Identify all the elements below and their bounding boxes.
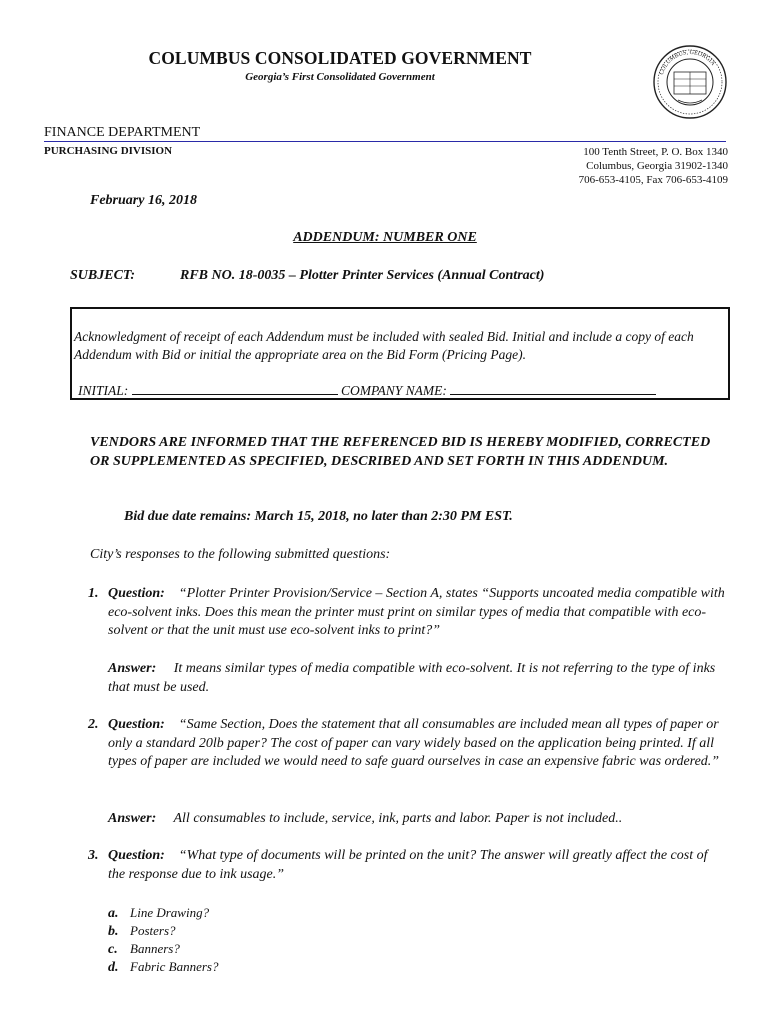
company-name-blank[interactable] — [450, 382, 656, 395]
department-name: FINANCE DEPARTMENT — [44, 125, 201, 140]
division-name: PURCHASING DIVISION — [44, 145, 173, 157]
list-item — [108, 922, 176, 941]
answer-text: All consumables to include, service, ink, parts and labor. Paper is not included.. — [173, 811, 623, 826]
question-number: 2. — [88, 717, 99, 732]
question-text: “Plotter Printer Provision/Service – Section A, states “Supports uncoated media compatible with eco-solvent inks. Does this mean the printer must print on similar types of media that compatible with eco-solvent or that the unit must use eco-solvent inks to print?” — [108, 586, 725, 638]
answer-block — [108, 810, 728, 829]
question-block — [88, 847, 728, 884]
bid-due-date: Bid due date remains: March 15, 2018, no later than 2:30 PM EST. — [124, 509, 513, 524]
answer-label: Answer: — [108, 661, 157, 676]
question-label: Question: — [108, 717, 165, 732]
question-number: 1. — [88, 586, 99, 601]
list-text: Posters? — [130, 923, 176, 938]
header-rule — [44, 141, 726, 142]
questions-intro: City’s responses to the following submitted questions: — [90, 547, 391, 562]
company-name-label: COMPANY NAME: — [341, 383, 447, 398]
document-subtitle: Georgia’s First Consolidated Government — [245, 71, 435, 83]
question-label: Question: — [108, 586, 165, 601]
acknowledgment-fields — [78, 382, 656, 399]
vendors-notice: VENDORS ARE INFORMED THAT THE REFERENCED BID IS HEREBY MODIFIED, CORRECTED OR SUPPLEMENTED AS SPECIFIED, DESCRIBED AND SET FORTH IN THIS ADDENDUM. — [90, 435, 711, 469]
initial-label: INITIAL: — [78, 383, 129, 398]
acknowledgment-text: Acknowledgment of receipt of each Addendum must be included with sealed Bid. Initial and include a copy of each Addendum with Bid or initial the appropriate area on the Bid Form (Pricing Page). — [74, 329, 694, 362]
city-seal-icon — [652, 44, 728, 120]
subject-text: RFB NO. 18-0035 – Plotter Printer Services (Annual Contract) — [180, 268, 545, 283]
question-label: Question: — [108, 848, 165, 863]
list-item — [108, 940, 180, 959]
list-marker: b. — [108, 924, 119, 939]
question-block — [88, 585, 728, 641]
office-address — [579, 145, 728, 187]
address-line: 100 Tenth Street, P. O. Box 1340 — [583, 146, 728, 158]
letter-date: February 16, 2018 — [90, 193, 197, 208]
initial-blank[interactable] — [132, 382, 338, 395]
answer-label: Answer: — [108, 811, 157, 826]
svg-text:COLUMBUS, GEORGIA: COLUMBUS, GEORGIA — [659, 49, 716, 76]
question-text: “What type of documents will be printed on the unit? The answer will greatly affect the cost of the response due to ink usage.” — [108, 848, 708, 882]
question-text: “Same Section, Does the statement that all consumables are included mean all types of paper or only a standard 20lb paper? The cost of paper can vary widely based on the application being printed. If all types of paper are included we would need to safe guard ourselves in case an expensive fabric was ordered.” — [108, 717, 720, 769]
list-item — [108, 958, 218, 977]
list-text: Banners? — [130, 941, 180, 956]
list-marker: c. — [108, 942, 118, 957]
addendum-heading: ADDENDUM: NUMBER ONE — [293, 230, 477, 245]
list-marker: d. — [108, 960, 119, 975]
address-line: Columbus, Georgia 31902-1340 — [586, 160, 728, 172]
list-item — [108, 904, 209, 923]
address-line: 706-653-4105, Fax 706-653-4109 — [578, 174, 728, 186]
question-block — [88, 716, 728, 772]
list-text: Fabric Banners? — [130, 959, 219, 974]
subject-label: SUBJECT: — [70, 268, 136, 283]
answer-text: It means similar types of media compatible with eco-solvent. It is not referring to the type of inks that must be used. — [108, 661, 716, 695]
question-number: 3. — [88, 848, 99, 863]
list-text: Line Drawing? — [130, 905, 210, 920]
document-title: COLUMBUS CONSOLIDATED GOVERNMENT — [148, 48, 532, 68]
answer-block — [108, 660, 728, 697]
list-marker: a. — [108, 906, 119, 921]
